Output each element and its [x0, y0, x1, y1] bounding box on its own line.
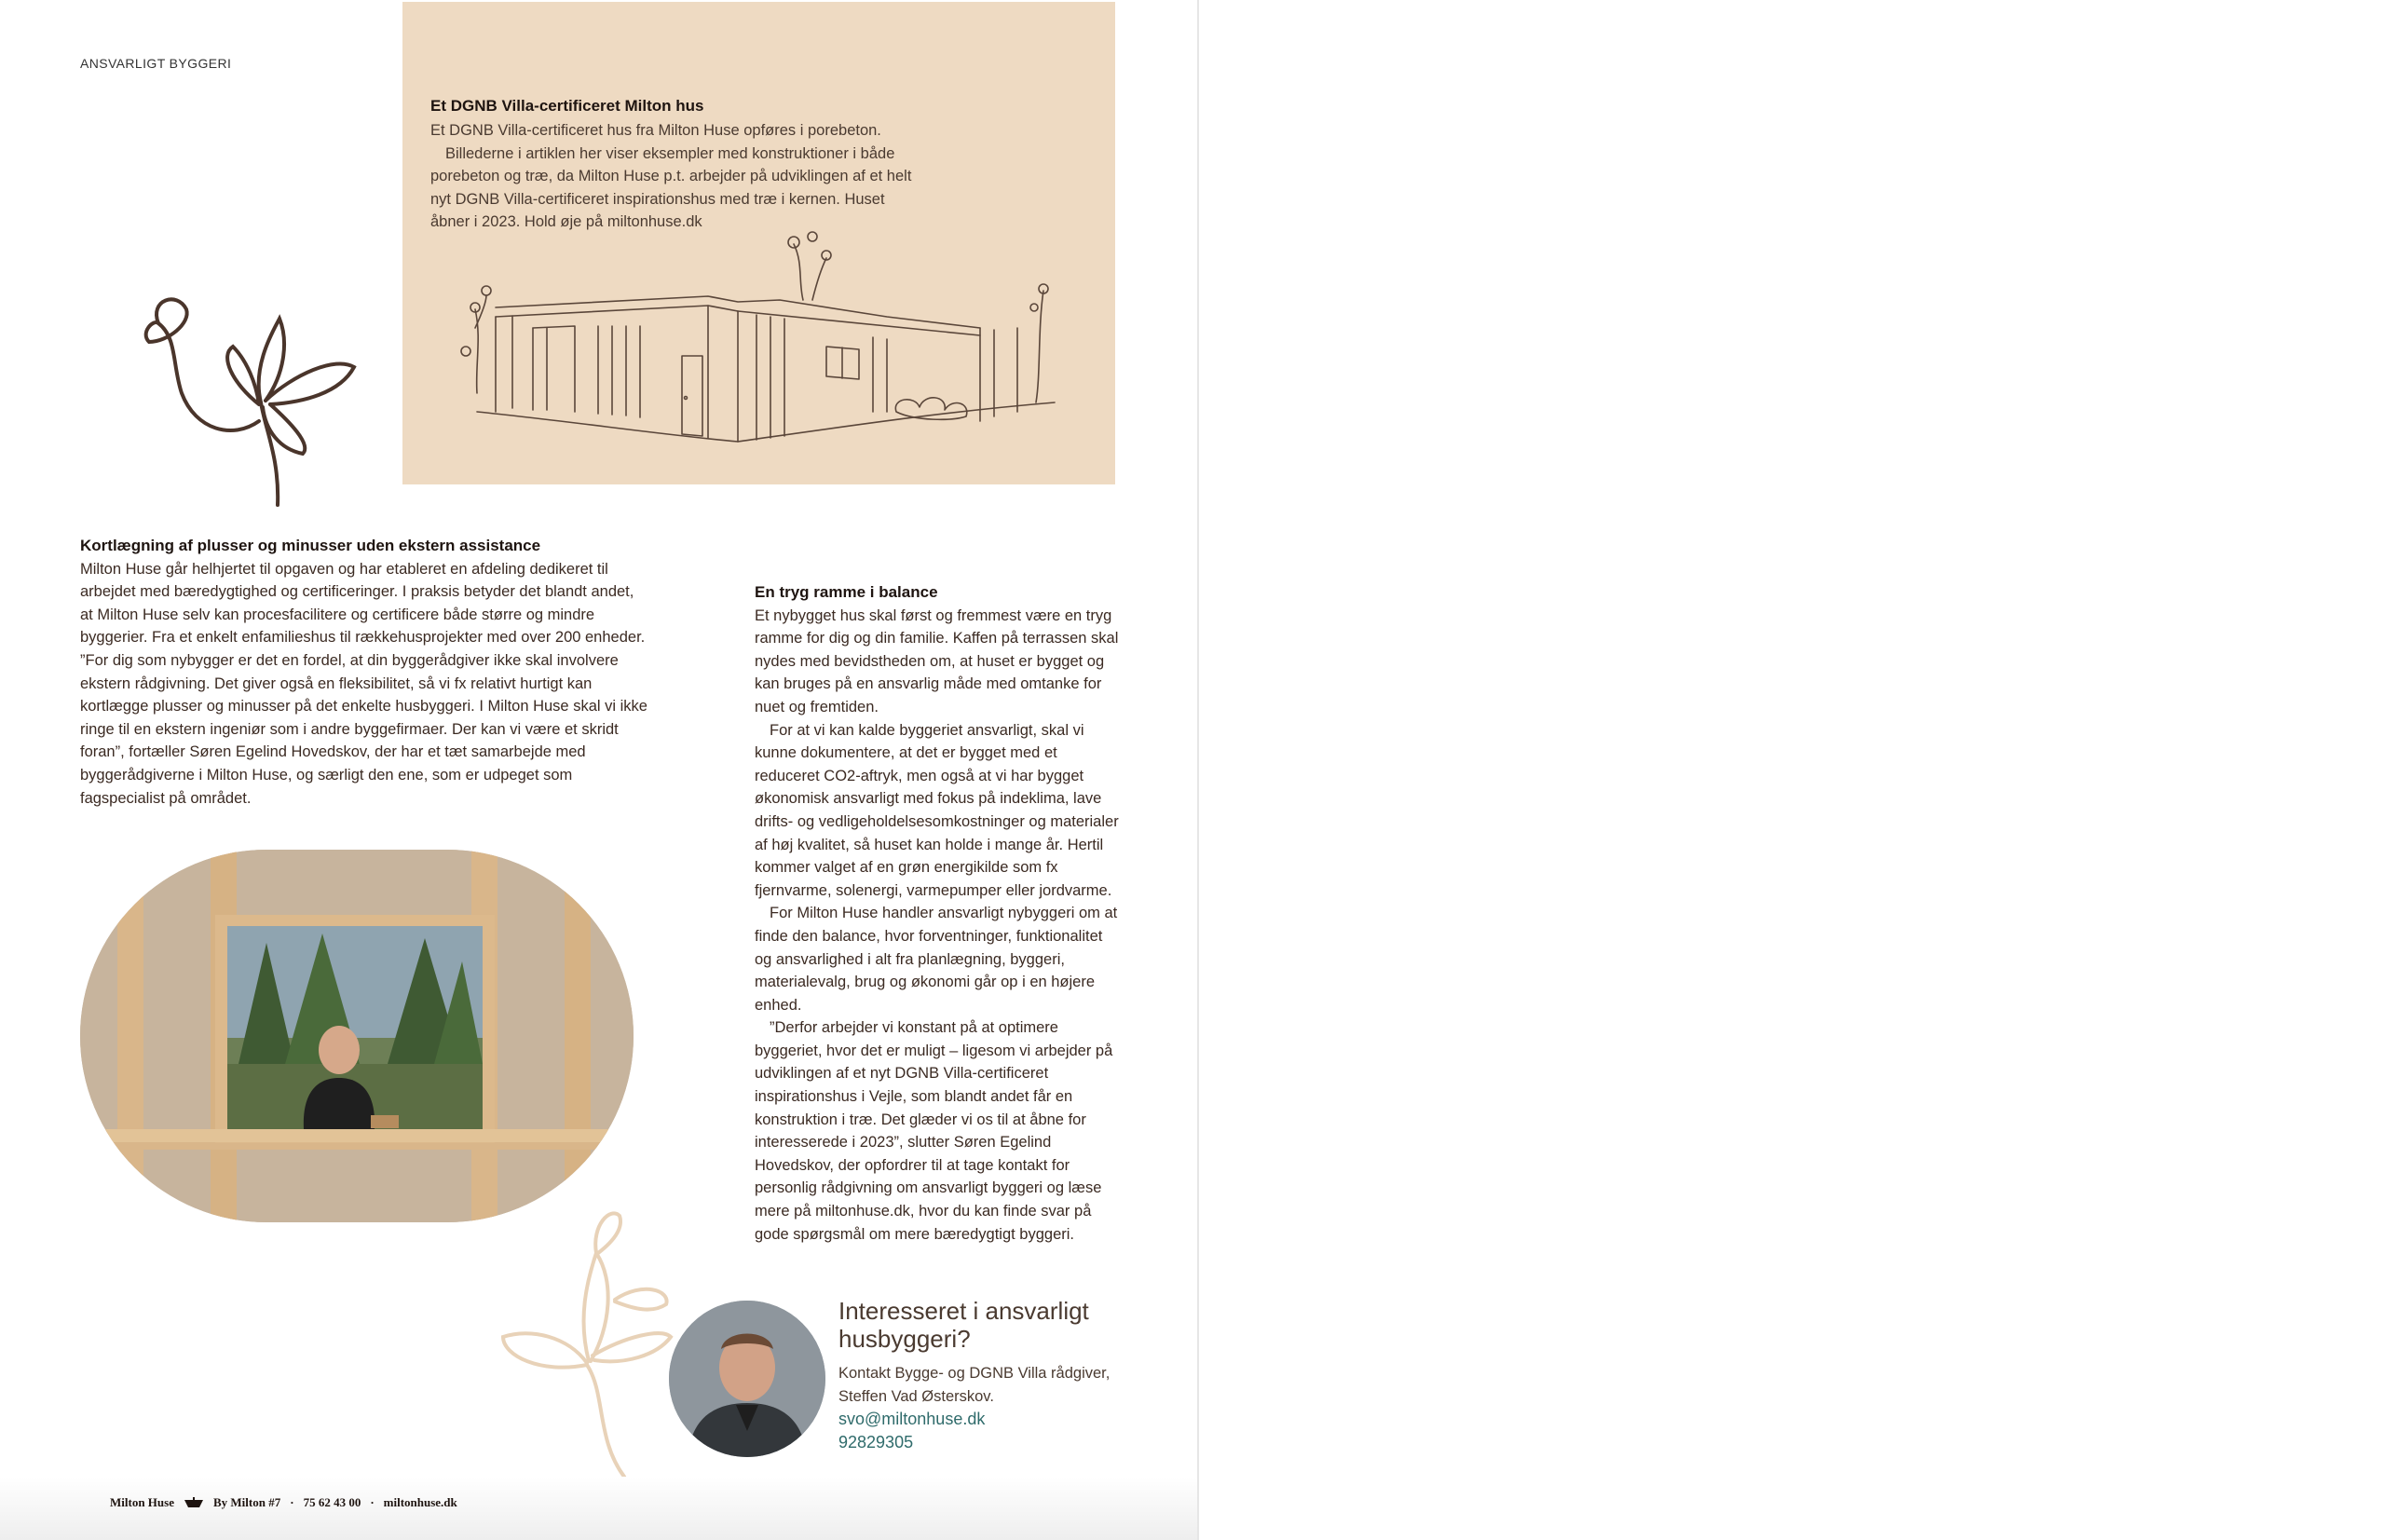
footer-issue: By Milton #7	[212, 1495, 281, 1509]
section-label: ANSVARLIGT BYGGERI	[80, 56, 232, 71]
left-column	[80, 535, 648, 810]
footer-brand: Milton Huse	[110, 1495, 174, 1509]
contact-block	[838, 1297, 1118, 1453]
right-column-paragraph: Et nybygget hus skal først og fremmest være en tryg ramme for dig og din familie. Kaffen på terrassen skal nydes med bevidstheden om, at huset er bygget og kan bruges på en ansvarlig måde med omtanke for nuet og fremtiden.	[755, 606, 1119, 715]
info-box-line: Et DGNB Villa-certificeret hus fra Milton Huse opføres i porebeton.	[430, 122, 881, 139]
right-column-paragraph: ”Derfor arbejder vi konstant på at optimere byggeriet, hvor det er muligt – ligesom vi arbejder på udviklingen af et nyt DGNB Villa-certificeret inspirationshus i Vejle, som blandt andet får en konstruktion i træ. Det glæder vi os til at åbne for interesserede i 2023”, slutter Søren Egelind Hovedskov, der opfordrer til at tage kontakt for personlig rådgivning om ansvarligt byggeri og læse mere på miltonhuse.dk, hvor du kan finde svar på gode spørgsmål om mere bæredygtigt byggeri.	[755, 1019, 1113, 1243]
contact-phone-link[interactable]: 92829305	[838, 1432, 914, 1451]
footer-phone: 75 62 43 00	[303, 1495, 361, 1509]
right-column-heading: En tryg ramme i balance	[755, 583, 938, 601]
info-box-paragraph: Billederne i artiklen her viser eksempler med konstruktioner i både porebeton og træ, da Milton Huse p.t. arbejder på udviklingen af et helt nyt DGNB Villa-certificeret inspirationshus med træ i kernen. Huset åbner i 2023. Hold øje på miltonhuse.dk	[430, 144, 912, 231]
right-column-paragraph: For Milton Huse handler ansvarligt nybyggeri om at finde den balance, hvor forventninger, funktionalitet og ansvarlighed i alt fra planlægning, byggeri, materialevalg, brug og økonomi går op i en højere enhed.	[755, 905, 1118, 1014]
footer-website[interactable]: miltonhuse.dk	[383, 1495, 457, 1509]
info-box-body	[430, 119, 915, 234]
left-column-body: Milton Huse går helhjertet til opgaven og har etableret en afdeling dedikeret til arbejdet med bæredygtighed og certificeringer. I praksis betyder det blandt andet, at Milton Huse selv kan procesfacilitere og certificere både større og mindre byggerier. Fra et enkelt enfamilieshus til rækkehusprojekter med over 200 enheder. ”For dig som nybygger er det en fordel, at din byggerådgiver ikke skal involvere ekstern rådgivning. Det giver også en fleksibilitet, så vi fx relativt hurtigt kan kortlægge plusser og minusser på det enkelte husbyggeri. I Milton Huse skal vi ikke ringe til en ekstern ingeniør som i andre byggefirmaer. Der kan vi være et skridt foran”, fortæller Søren Egelind Hovedskov, der har et tæt samarbejde med byggerådgiverne i Milton Huse, og særligt den ene, som er udpeget som fagspecialist på området.	[80, 560, 647, 807]
page-footer	[0, 1477, 1197, 1540]
footer-separator: ·	[290, 1495, 294, 1509]
contact-text: Kontakt Bygge- og DGNB Villa rådgiver, Steffen Vad Østerskov.	[838, 1365, 1111, 1405]
right-column-paragraph: For at vi kan kalde byggeriet ansvarligt, skal vi kunne dokumentere, at det er bygget med et reduceret CO2-aftryk, men også at vi har bygget økonomisk ansvarligt med fokus på indeklima, lave drifts- og vedligeholdelsesomkostninger og materialer af høj kvalitet, så huset kan holde i mange år. Hertil kommer valget af en grøn energikilde som fx fjernvarme, solenergi, varmepumper eller jordvarme.	[755, 721, 1119, 899]
left-column-heading: Kortlægning af plusser og minusser uden ekstern assistance	[80, 537, 541, 554]
boat-icon	[184, 1497, 204, 1508]
construction-photo	[80, 850, 634, 1222]
footer-line	[110, 1495, 457, 1510]
contact-avatar	[669, 1301, 825, 1457]
right-column	[755, 581, 1123, 1246]
flower-illustration-icon	[484, 1197, 689, 1486]
flower-illustration-icon	[140, 291, 373, 514]
contact-email-link[interactable]: svo@miltonhuse.dk	[838, 1410, 986, 1429]
contact-heading: Interesseret i ansvarligt husbyggeri?	[838, 1297, 1089, 1353]
info-box	[402, 2, 1115, 484]
footer-separator: ·	[370, 1495, 375, 1509]
info-box-title: Et DGNB Villa-certificeret Milton hus	[430, 97, 704, 115]
house-line-drawing-icon	[458, 225, 1073, 458]
